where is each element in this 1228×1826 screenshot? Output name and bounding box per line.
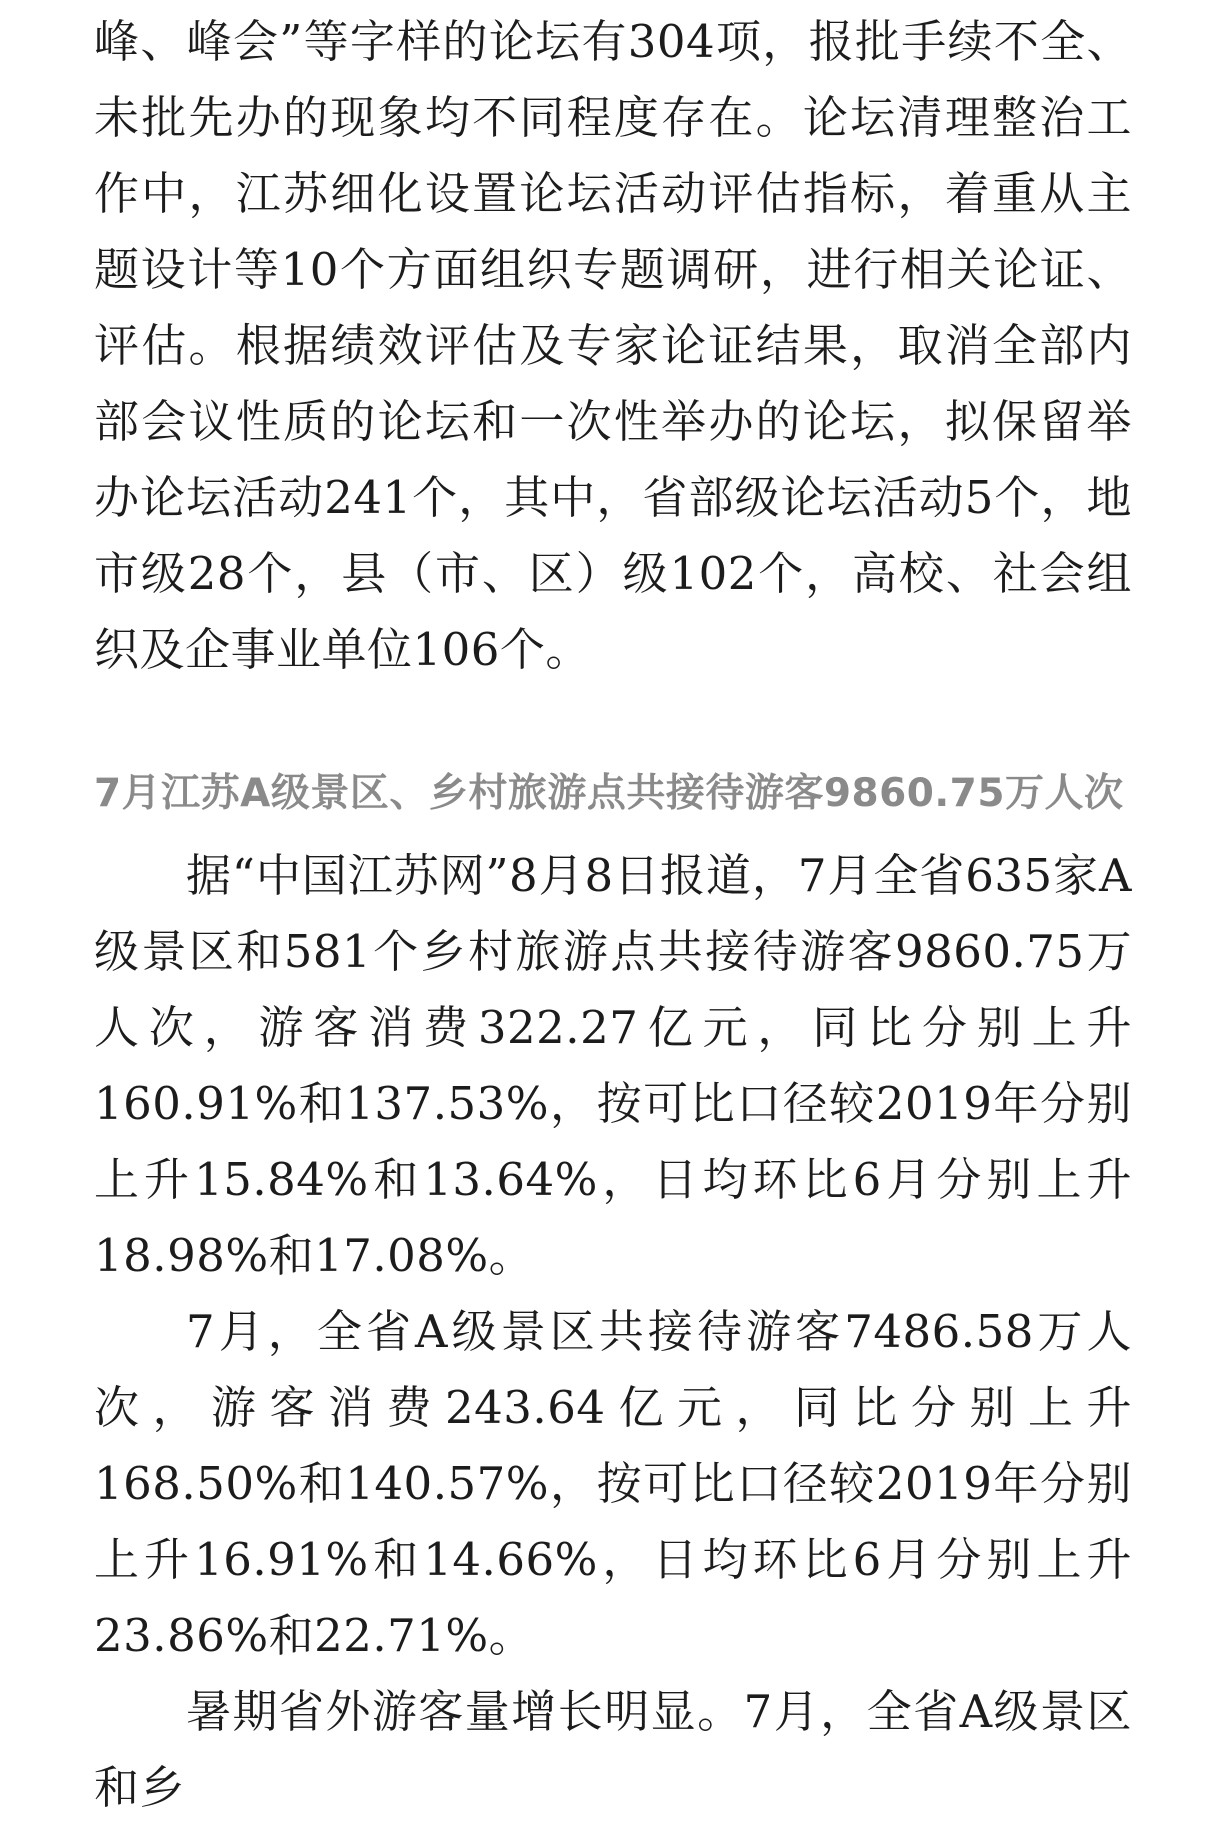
article-headline: 7月江苏A级景区、乡村旅游点共接待游客9860.75万人次 — [94, 771, 1124, 816]
article-paragraph-3: 暑期省外游客量增长明显。7月，全省A级景区和乡 — [94, 1685, 1132, 1814]
article-paragraph-2: 7月，全省A级景区共接待游客7486.58万人次，游客消费243.64亿元，同比分别上升168.50%和140.57%，按可比口径较2019年分别上升16.91%和14.66%，日均环比6月分别上升23.86%和22.71%。 — [94, 1305, 1132, 1662]
article-paragraph-1: 据“中国江苏网”8月8日报道，7月全省635家A级景区和581个乡村旅游点共接待游客9860.75万人次，游客消费322.27亿元，同比分别上升160.91%和137.53%，按可比口径较2019年分别上升15.84%和13.64%，日均环比6月分别上升18.98%和17.08%。 — [94, 849, 1132, 1282]
continuation-paragraph: 峰、峰会”等字样的论坛有304项，报批手续不全、未批先办的现象均不同程度存在。论坛清理整治工作中，江苏细化设置论坛活动评估指标，着重从主题设计等10个方面组织专题调研，进行相关论证、评估。根据绩效评估及专家论证结果，取消全部内部会议性质的论坛和一次性举办的论坛，拟保留举办论坛活动241个，其中，省部级论坛活动5个，地市级28个，县（市、区）级102个，高校、社会组织及企事业单位106个。 — [94, 15, 1132, 676]
